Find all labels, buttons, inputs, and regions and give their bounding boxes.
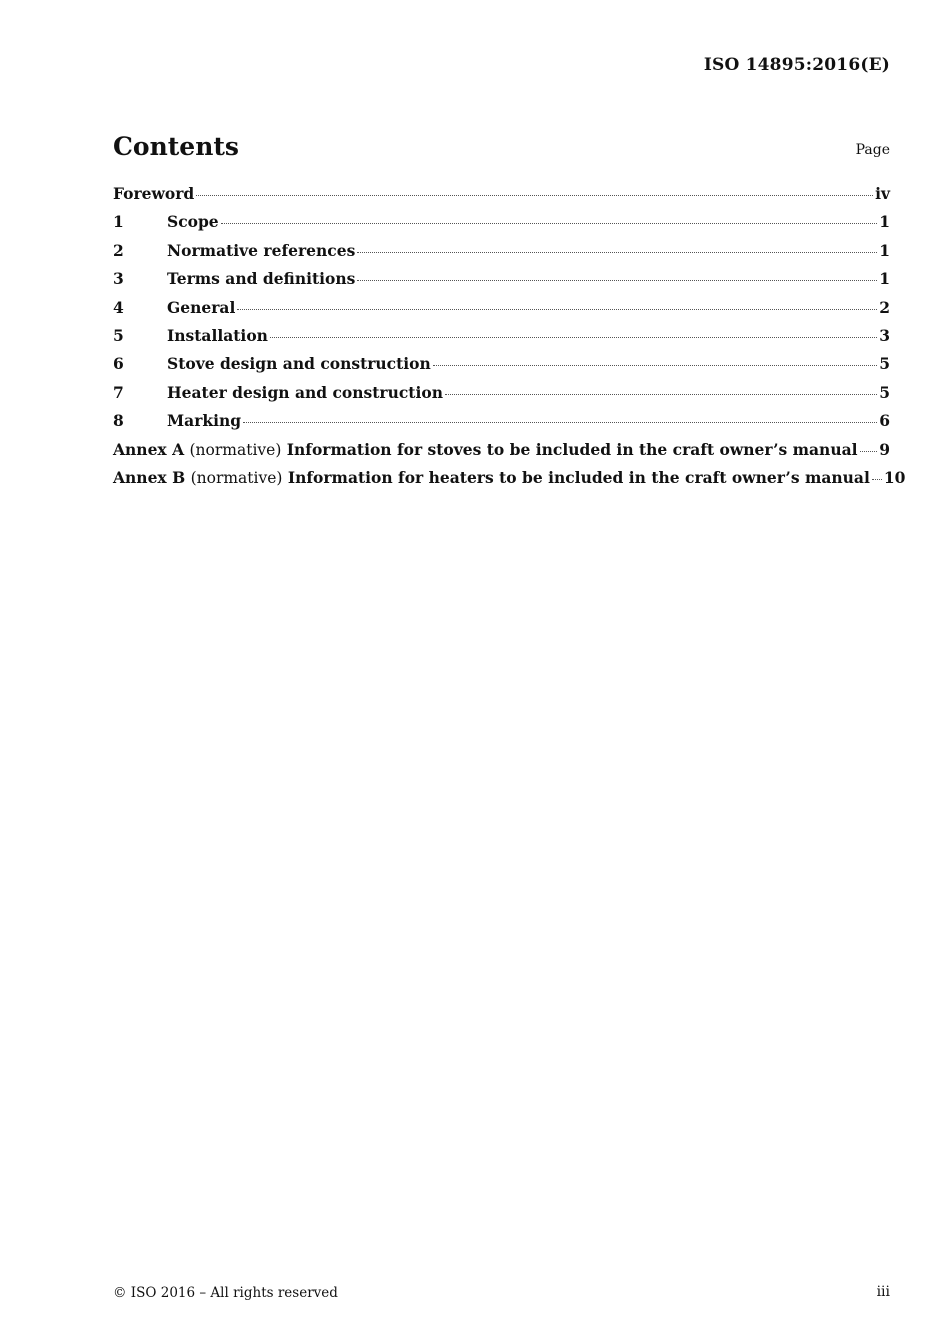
toc-entry-number: 2 xyxy=(113,240,124,260)
toc-entry-title[interactable]: Terms and definitions xyxy=(167,269,356,289)
toc-annex-title[interactable] xyxy=(113,468,870,487)
toc-leader xyxy=(196,195,873,196)
toc-entry-normative-references[interactable] xyxy=(113,241,890,269)
toc-entry-title[interactable]: Scope xyxy=(167,212,219,232)
toc-entry-title[interactable]: Foreword xyxy=(113,184,195,203)
toc-entry-page: 6 xyxy=(879,411,890,431)
toc-entry-title[interactable]: General xyxy=(167,297,236,317)
toc-entry-terms-and-definitions[interactable] xyxy=(113,269,890,297)
footer-copyright: © ISO 2016 – All rights reserved xyxy=(113,1285,338,1301)
toc-leader xyxy=(433,365,877,366)
annex-qualifier: (normative) xyxy=(190,468,283,487)
toc-entry-stove-design[interactable] xyxy=(113,354,890,382)
toc-leader xyxy=(872,479,882,480)
toc-leader xyxy=(357,252,877,253)
toc-entry-number: 4 xyxy=(113,297,124,317)
toc-entry-page: 2 xyxy=(879,297,890,317)
toc-leader xyxy=(221,223,878,224)
toc-entry-number: 5 xyxy=(113,325,124,345)
toc-entry-annex-a[interactable] xyxy=(113,440,890,468)
toc-entry-installation[interactable] xyxy=(113,326,890,354)
annex-title: Information for heaters to be included in the craft owner’s manual xyxy=(287,467,870,487)
toc-entry-title[interactable]: Installation xyxy=(167,325,268,345)
toc-leader xyxy=(243,422,877,423)
annex-title: Information for stoves to be included in the craft owner’s manual xyxy=(286,439,858,459)
toc-entry-page: 1 xyxy=(879,240,890,260)
toc-entry-foreword[interactable] xyxy=(113,184,890,212)
toc-entry-title[interactable]: Marking xyxy=(167,411,242,431)
toc-annex-title[interactable] xyxy=(113,440,858,459)
toc-entry-general[interactable] xyxy=(113,298,890,326)
toc-entry-number: 1 xyxy=(113,212,124,232)
toc-leader xyxy=(357,280,877,281)
toc-leader xyxy=(445,394,877,395)
toc-entry-page: iv xyxy=(875,184,890,203)
toc-entry-number: 8 xyxy=(113,411,124,431)
toc-entry-heater-design[interactable] xyxy=(113,383,890,411)
contents-title: Contents xyxy=(113,132,240,161)
annex-qualifier: (normative) xyxy=(189,440,282,459)
toc-entry-title[interactable]: Stove design and construction xyxy=(167,354,431,374)
toc-entry-page: 10 xyxy=(883,467,906,487)
toc-entry-number: 6 xyxy=(113,354,124,374)
toc-entry-page: 9 xyxy=(879,439,890,459)
annex-label: Annex A xyxy=(113,439,185,459)
toc-entry-number: 7 xyxy=(113,382,124,402)
toc-entry-page: 5 xyxy=(879,354,890,374)
toc-entry-page: 3 xyxy=(879,325,890,345)
toc-entry-annex-b[interactable] xyxy=(113,467,906,496)
toc-entry-title[interactable]: Normative references xyxy=(167,240,356,260)
toc-entry-page: 5 xyxy=(879,382,890,402)
toc-entry-page: 1 xyxy=(879,269,890,289)
toc-entry-number: 3 xyxy=(113,269,124,289)
footer-page-number: iii xyxy=(876,1284,890,1300)
toc-entry-page: 1 xyxy=(879,212,890,232)
annex-label: Annex B xyxy=(113,467,186,487)
contents-header xyxy=(113,132,890,166)
toc-leader xyxy=(237,309,877,310)
table-of-contents xyxy=(113,184,906,496)
toc-entry-scope[interactable] xyxy=(113,212,890,240)
page-column-label: Page xyxy=(855,142,890,158)
toc-leader xyxy=(270,337,877,338)
toc-leader xyxy=(860,451,878,452)
toc-entry-title[interactable]: Heater design and construction xyxy=(167,382,443,402)
toc-entry-marking[interactable] xyxy=(113,411,890,439)
document-id: ISO 14895:2016(E) xyxy=(703,55,890,75)
